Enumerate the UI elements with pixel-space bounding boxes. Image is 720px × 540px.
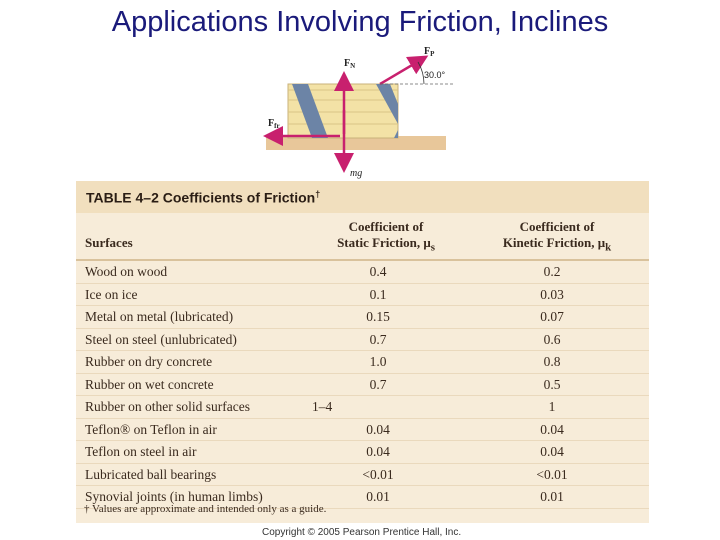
- cell-surface: Teflon® on Teflon in air: [85, 421, 217, 437]
- cell-surface: Lubricated ball bearings: [85, 466, 217, 482]
- cell-surface: Rubber on wet concrete: [85, 376, 214, 392]
- cell-kinetic: 0.2: [543, 264, 561, 279]
- cell-kinetic: <0.01: [536, 466, 568, 482]
- friction-force-subscript: fr: [274, 122, 280, 130]
- cell-surface: Wood on wood: [85, 264, 168, 279]
- copyright-notice: Copyright © 2005 Pearson Prentice Hall, Inc.: [262, 527, 462, 538]
- cell-static: 1–4: [312, 399, 333, 414]
- pull-force-arrow: [380, 58, 424, 84]
- cell-static: 0.01: [366, 489, 390, 504]
- cell-surface: Metal on metal (lubricated): [85, 309, 234, 324]
- angle-label: 30.0°: [424, 70, 446, 80]
- table-title: [86, 189, 320, 206]
- friction-force-label: F: [268, 118, 275, 129]
- cell-static: 1.0: [369, 354, 387, 369]
- cell-kinetic: 0.04: [540, 444, 564, 459]
- cell-surface: Teflon on steel in air: [85, 444, 197, 459]
- col-header-static: [316, 219, 456, 256]
- cell-static: 0.15: [366, 309, 390, 324]
- cell-surface: Rubber on dry concrete: [85, 354, 213, 369]
- col-header-kinetic-line2: Kinetic Friction, μ: [502, 235, 606, 250]
- cell-kinetic: 0.5: [543, 376, 561, 392]
- col-header-kinetic-line1: Coefficient of: [519, 219, 595, 234]
- table-row: [76, 441, 649, 464]
- cell-kinetic: 1: [548, 399, 556, 414]
- pull-force-label: F: [424, 46, 431, 57]
- cell-surface: Synovial joints (in human limbs): [85, 489, 263, 504]
- normal-force-subscript: N: [350, 62, 356, 70]
- cell-surface: Rubber on other solid surfaces: [85, 399, 250, 414]
- col-header-kinetic-line2-wrap: [482, 235, 632, 256]
- cell-static: 0.1: [369, 286, 387, 302]
- svg-text:Ffr: [268, 118, 280, 130]
- slide-title: Applications Involving Friction, Inclines: [111, 6, 609, 38]
- table-row: [76, 351, 649, 374]
- table-body: [76, 261, 649, 509]
- table-row: [76, 419, 649, 442]
- table-row: [76, 306, 649, 329]
- col-header-kinetic-sub: k: [605, 241, 612, 254]
- cell-static: 0.04: [366, 444, 390, 459]
- weight-label: mg: [350, 168, 363, 179]
- cell-static: 0.4: [369, 264, 387, 279]
- table-row: [76, 374, 649, 397]
- svg-text:FN: [344, 58, 355, 70]
- table-footnote: † Values are approximate and intended only as a guide.: [84, 503, 327, 515]
- cell-kinetic: 0.8: [543, 354, 561, 369]
- normal-force-label: F: [344, 58, 351, 69]
- col-header-surfaces: Surfaces: [85, 235, 133, 250]
- cell-static: 0.7: [369, 331, 387, 347]
- table-row: [76, 261, 649, 284]
- table-title-mark: †: [315, 189, 321, 199]
- table-row: [76, 284, 649, 307]
- col-header-static-line2: Static Friction, μ: [337, 235, 431, 250]
- cell-kinetic: 0.01: [540, 489, 564, 504]
- cell-static: 0.7: [369, 376, 387, 392]
- cell-kinetic: 0.04: [540, 421, 564, 437]
- force-diagram: [258, 44, 468, 184]
- friction-table: [76, 181, 649, 523]
- table-row: [76, 329, 649, 352]
- cell-static: 0.04: [366, 421, 390, 437]
- svg-text:FP: [424, 46, 435, 58]
- col-header-static-line2-wrap: [316, 235, 456, 256]
- cell-kinetic: 0.07: [540, 309, 564, 324]
- cell-surface: Steel on steel (unlubricated): [85, 331, 237, 347]
- cell-static: <0.01: [362, 466, 394, 482]
- cell-kinetic: 0.6: [543, 331, 561, 347]
- col-header-static-line1: Coefficient of: [348, 219, 424, 234]
- col-header-kinetic: [482, 219, 632, 256]
- table-title-text: TABLE 4–2 Coefficients of Friction: [86, 189, 316, 206]
- pull-force-subscript: P: [430, 50, 435, 58]
- cell-kinetic: 0.03: [540, 286, 564, 302]
- table-row: [76, 464, 649, 487]
- cell-surface: Ice on ice: [85, 286, 138, 302]
- table-row: [76, 396, 649, 419]
- col-header-static-sub: s: [430, 241, 435, 254]
